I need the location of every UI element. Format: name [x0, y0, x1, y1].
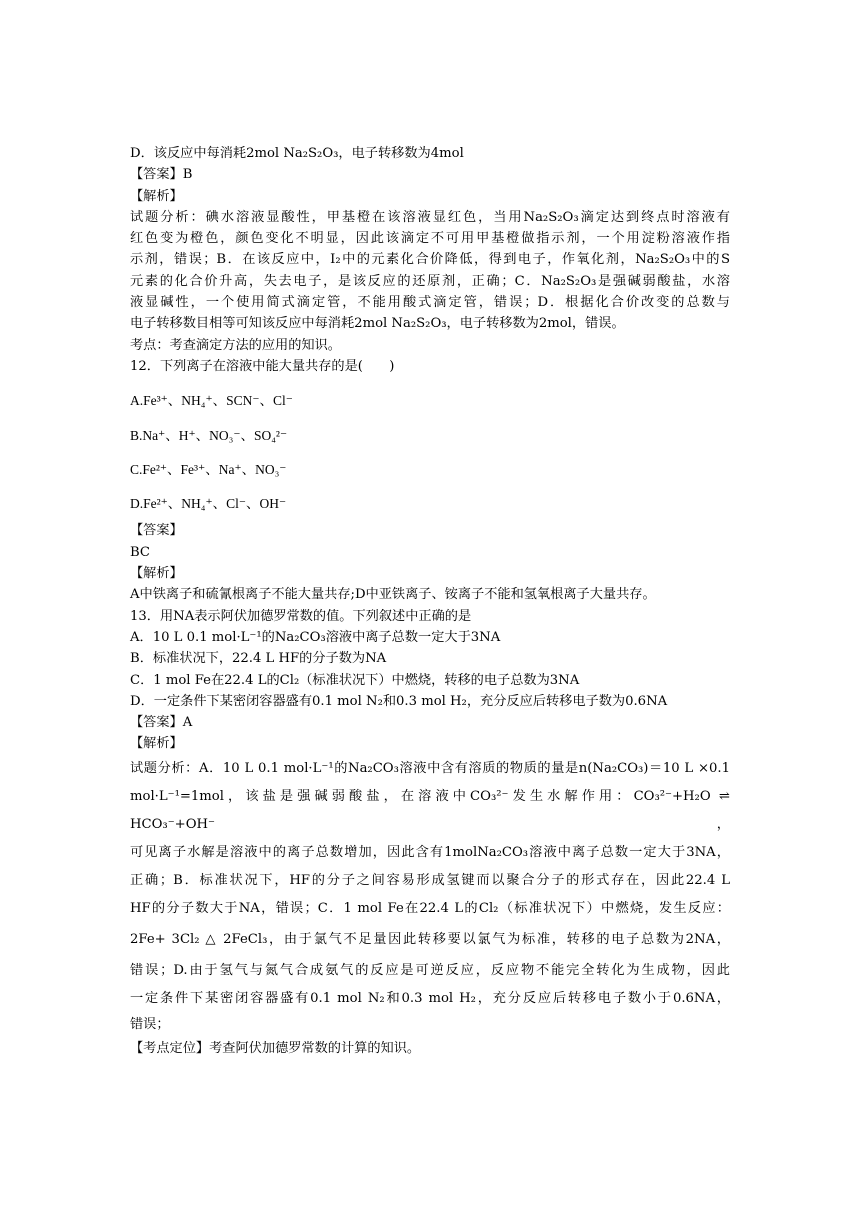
q12-answer-label: 【答案】	[130, 523, 183, 539]
q13-option-a: A．10 L 0.1 mol·L⁻¹的Na₂CO₃溶液中离子总数一定大于3NA	[130, 629, 501, 645]
q11-option-d: D．该反应中每消耗2mol Na₂S₂O₃，电子转移数为4mol	[130, 146, 464, 161]
q12-stem: 12．下列离子在溶液中能大量共存的是( )	[130, 358, 395, 374]
q11-key-point: 考点：考查滴定方法的应用的知识。	[130, 337, 341, 353]
q11-analysis-line-4: 元素的化合价升高，失去电子，是该反应的还原剂，正确；C．Na₂S₂O₃是强碱弱酸盐，水溶	[130, 273, 730, 289]
q13-option-b: B．标准状况下，22.4 L HF的分子数为NA	[130, 651, 387, 667]
q13-analysis-line-2: mol·L⁻¹=1mol，该盐是强碱弱酸盐，在溶液中CO₃²⁻发生水解作用：CO₃²⁻+H₂O ⇌ HCO₃⁻+OH⁻，	[130, 788, 730, 832]
q13-stem: 13．用NA表示阿伏加德罗常数的值。下列叙述中正确的是	[130, 608, 472, 624]
q11-analysis-line-5: 液显碱性，一个使用简式滴定管，不能用酸式滴定管，错误；D．根据化合价改变的总数与	[130, 295, 730, 311]
q11-analysis-label: 【解析】	[130, 188, 183, 204]
q12-analysis: A中铁离子和硫氰根离子不能大量共存;D中亚铁离子、铵离子不能和氢氧根离子大量共存。	[130, 587, 656, 603]
q13-analysis-line-7: 错误；D.由于氢气与氮气合成氨气的反应是可逆反应，反应物不能完全转化为生成物，因此	[130, 962, 730, 978]
q13-analysis-label: 【解析】	[130, 736, 183, 752]
q11-analysis-line-1: 试题分析：碘水溶液显酸性，甲基橙在该溶液显红色，当用Na₂S₂O₃滴定达到终点时溶液有	[130, 209, 730, 225]
q13-key-point: 【考点定位】考查阿伏加德罗常数的计算的知识。	[130, 1040, 421, 1056]
q12-option-b: B.Na⁺、H⁺、NO₃⁻、SO₄²⁻	[130, 427, 288, 443]
q13-answer: 【答案】A	[130, 715, 193, 731]
q13-analysis-line-9: 错误；	[130, 1016, 170, 1032]
q13-option-c: C．1 mol Fe在22.4 L的Cl₂（标准状况下）中燃烧，转移的电子总数为3NA	[130, 672, 580, 688]
document-page	[130, 143, 730, 1061]
q13-analysis-line-6: 2Fe+ 3Cl₂ △ 2FeCl₃，由于氯气不足量因此转移要以氯气为标准，转移的电子总数为2NA，	[130, 931, 730, 947]
q13-analysis-line-3: 可见离子水解是溶液中的离子总数增加，因此含有1molNa₂CO₃溶液中离子总数一定大于3NA，	[130, 844, 730, 860]
q11-answer: 【答案】B	[130, 167, 193, 183]
q11-analysis-line-6: 电子转移数目相等可知该反应中每消耗2mol Na₂S₂O₃，电子转移数为2mol，错误。	[130, 316, 625, 332]
q12-answer: BC	[130, 544, 151, 560]
q13-analysis-line-8: 一定条件下某密闭容器盛有0.1 mol N₂和0.3 mol H₂，充分反应后转移电子数小于0.6NA，	[130, 990, 730, 1006]
q11-analysis-line-2: 红色变为橙色，颜色变化不明显，因此该滴定不可用甲基橙做指示剂，一个用淀粉溶液作指	[130, 231, 730, 247]
q12-analysis-label: 【解析】	[130, 566, 183, 582]
q12-option-a: A.Fe³⁺、NH₄⁺、SCN⁻、Cl⁻	[130, 393, 293, 409]
q12-option-c: C.Fe²⁺、Fe³⁺、Na⁺、NO₃⁻	[130, 461, 287, 477]
q12-option-d: D.Fe²⁺、NH₄⁺、Cl⁻、OH⁻	[130, 496, 287, 512]
q13-analysis-line-4: 正确；B．标准状况下，HF的分子之间容易形成氢键而以聚合分子的形式存在，因此22.4 L	[130, 872, 730, 888]
q13-analysis-line-5: HF的分子数大于NA，错误；C．1 mol Fe在22.4 L的Cl₂（标准状况下）中燃烧，发生反应：	[130, 900, 730, 916]
q13-option-d: D．一定条件下某密闭容器盛有0.1 mol N₂和0.3 mol H₂，充分反应后转移电子数为0.6NA	[130, 693, 668, 709]
q13-analysis-line-1: 试题分析：A．10 L 0.1 mol·L⁻¹的Na₂CO₃溶液中含有溶质的物质的量是n(Na₂CO₃)＝10 L ×0.1	[130, 760, 730, 776]
q11-analysis-line-3: 示剂，错误；B．在该反应中，I₂中的元素化合价降低，得到电子，作氧化剂，Na₂S₂O₃中的S	[130, 252, 730, 268]
